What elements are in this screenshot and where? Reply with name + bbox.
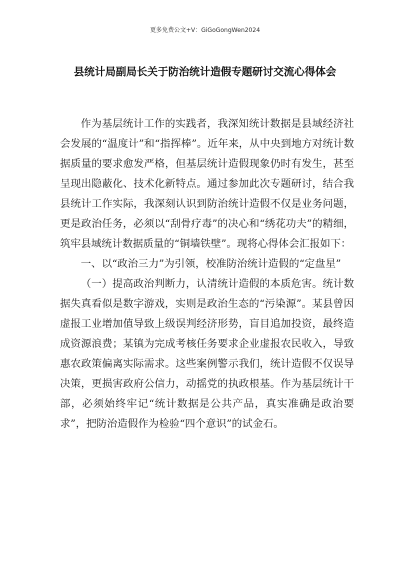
section-heading: 一、以“政治三力”为引领，校准防治统计造假的“定盘星”: [80, 258, 342, 270]
body-paragraph: （一）提高政治判断力，认清统计造假的本质危害。统计数据失真看似是数字游戏，实则是政治生态的“污染源”。某县曾因虚报工业增加值导致上级误判经济形势，盲目追加投资，最终造成资源浪费；某镇为完成考核任务要求企业虚报农民收入，导致惠农政策偏离实际需求。这些案例警示我们，统计造假不仅误导决策，更损害政府公信力，动摇党的执政根基。作为基层统计干部，必须始终牢记“统计数据是公共产品，真实准确是政治要求”，把防治造假作为检验“四个意识”的试金石。: [60, 278, 354, 430]
header-note: 更多免费公文+V：GiGoGongWen2024: [149, 27, 261, 34]
intro-paragraph: 作为基层统计工作的实践者，我深知统计数据是县域经济社会发展的“温度计”和“指挥棒”。近年来，从中央到地方对统计数据质量的要求愈发严格，但基层统计造假现象仍时有发生，甚至呈现出隐蔽化、技术化新特点。通过参加此次专题研讨，结合我县统计工作实际，我深刻认识到防治统计造假不仅是业务问题，更是政治任务，必须以“刮骨疗毒”的决心和“绣花功夫”的精细，筑牢县域统计数据质量的“铜墙铁壁”。现将心得体会汇报如下：: [60, 118, 354, 250]
document-body: [60, 114, 354, 434]
document-title: 县统计局副局长关于防治统计造假专题研讨交流心得体会: [73, 66, 337, 78]
